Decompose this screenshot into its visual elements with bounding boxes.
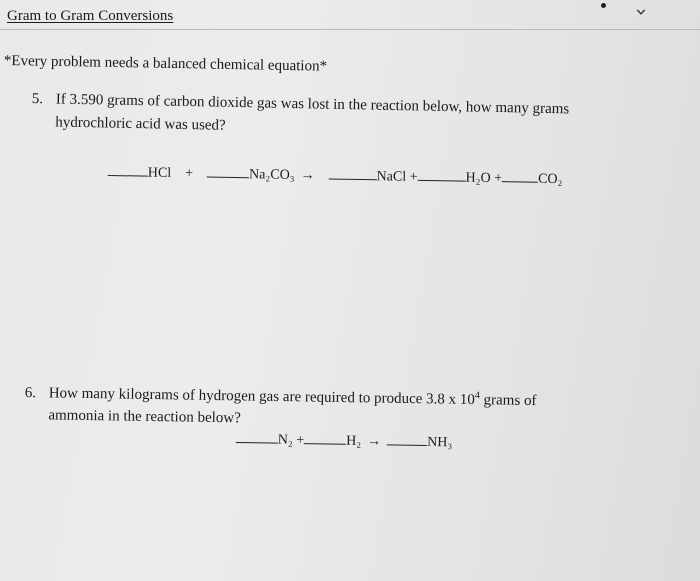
problem-6-exponent: 4 — [474, 390, 481, 402]
reaction-arrow: → — [300, 168, 315, 184]
coefficient-blank — [236, 430, 278, 444]
problem-6-number: 6. — [24, 384, 37, 402]
problem-5-text: If 3.590 grams of carbon dioxide gas was lost in the reaction below, how many grams — [55, 91, 570, 118]
reactant-n2: N₂ + — [277, 432, 305, 449]
problem-5-line-2: hydrochloric acid was used? — [55, 114, 226, 134]
problem-5 — [31, 88, 652, 146]
coefficient-blank — [418, 168, 466, 182]
coefficient-blank — [108, 163, 148, 177]
header-divider — [0, 29, 700, 30]
worksheet-title: Gram to Gram Conversions — [7, 8, 174, 24]
instruction-note: *Every problem needs a balanced chemical equation* — [3, 53, 328, 75]
reaction-arrow: → — [367, 434, 382, 450]
problem-6 — [24, 378, 645, 436]
coefficient-blank — [304, 431, 346, 445]
reactant-h2: H₂ — [346, 433, 362, 449]
product-h2o: H₂O + — [465, 170, 503, 187]
product-nacl: NaCl + — [376, 169, 418, 185]
problem-5-equation — [108, 163, 563, 188]
problem-6-text-a: How many kilograms of hydrogen gas are required to produce 3.8 x 10 — [48, 385, 475, 409]
problem-6-line-2: ammonia in the reaction below? — [48, 407, 241, 427]
coefficient-blank — [329, 166, 377, 180]
chevron-icon: ‹ — [628, 8, 652, 16]
reactant-na2co3: Na₂CO₃ — [248, 167, 295, 183]
problem-5-number: 5. — [31, 90, 44, 108]
coefficient-blank — [502, 169, 538, 183]
coefficient-blank — [387, 432, 427, 446]
product-nh3: NH₃ — [427, 435, 453, 451]
menu-dot-icon — [601, 3, 606, 8]
product-co2: CO₂ — [537, 171, 563, 188]
plus-sign: + — [185, 166, 194, 182]
reactant-hcl: HCl — [147, 165, 172, 181]
problem-6-text-b: grams of — [479, 392, 537, 410]
coefficient-blank — [207, 165, 249, 179]
problem-6-equation — [236, 430, 453, 451]
